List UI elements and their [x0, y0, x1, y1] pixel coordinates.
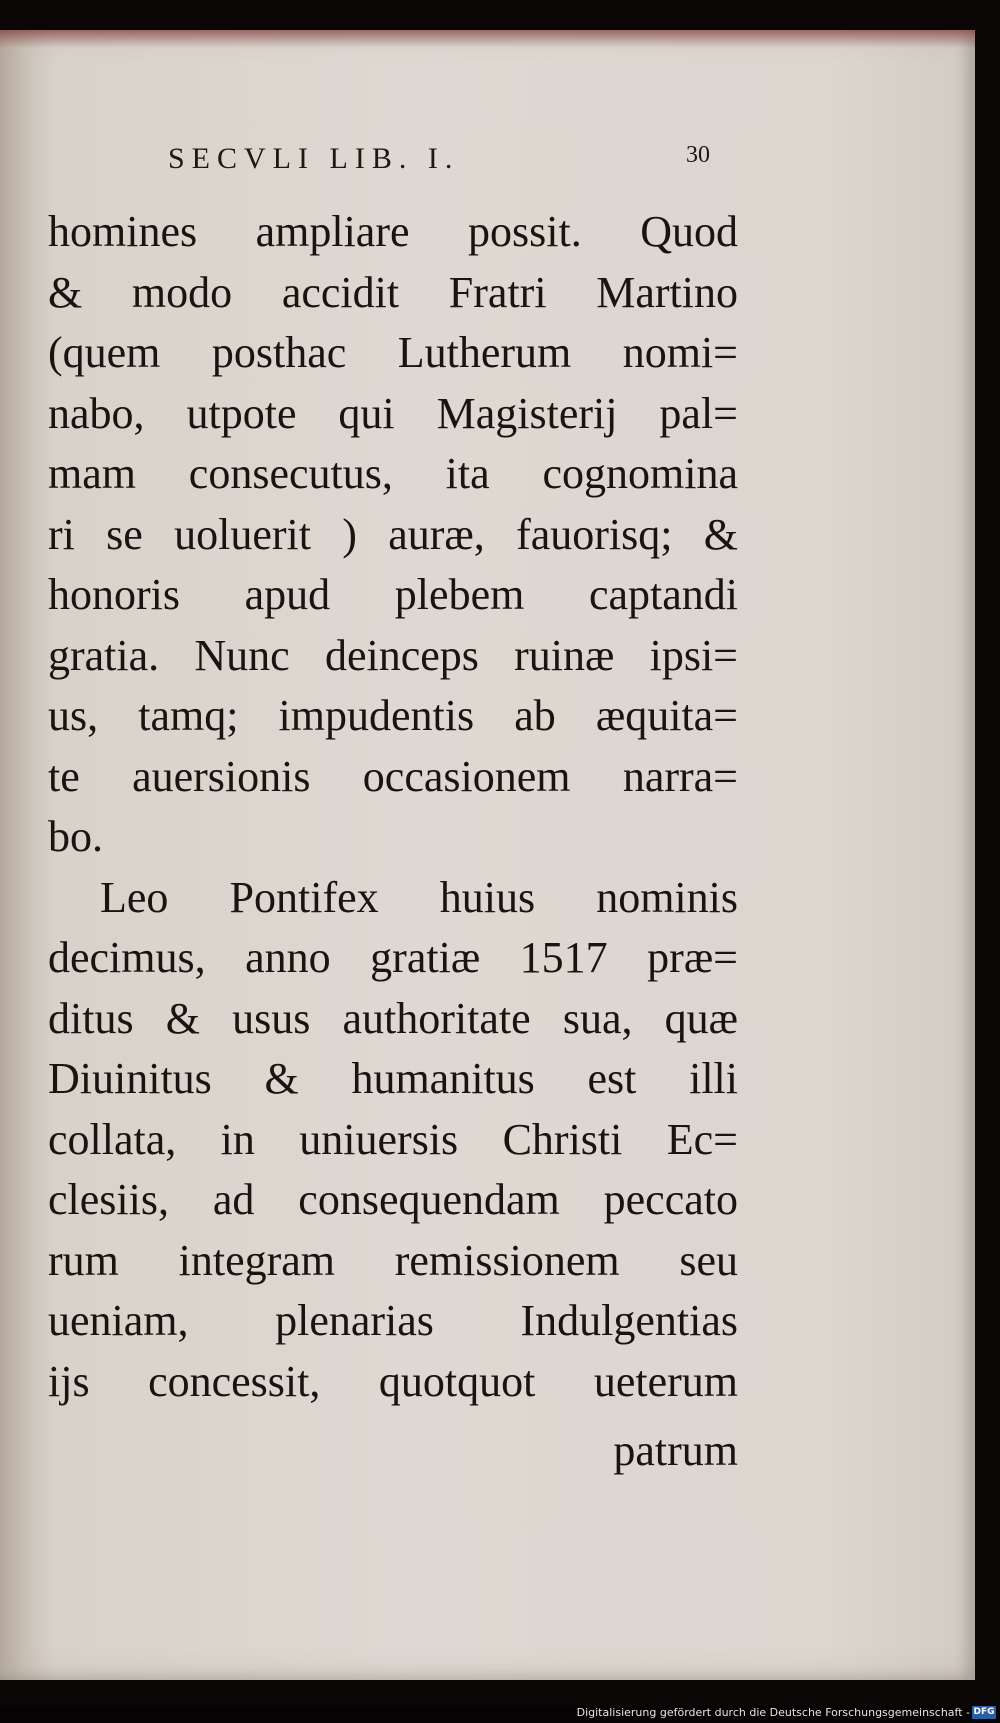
text-line: collata, in uniuersis Christi Ec= [48, 1114, 738, 1164]
text-line: ijs concessit, quotquot ueterum [48, 1356, 738, 1406]
text-block [48, 202, 738, 1412]
funding-credit: Digitalisierung gefördert durch die Deutsche Forschungsgemeinschaft - [576, 1706, 970, 1719]
text-line: & modo accidit Fratri Martino [48, 267, 738, 317]
text-line: nabo, utpote qui Magisterij pal= [48, 388, 738, 438]
text-line: te auersionis occasionem narra= [48, 751, 738, 801]
text-line: honoris apud plebem captandi [48, 570, 738, 619]
text-line: ditus & usus authoritate sua, quæ [48, 993, 738, 1043]
text-line: ueniam, plenarias Indulgentias [48, 1296, 738, 1345]
text-line: rum integram remissionem seu [48, 1235, 738, 1285]
book-page [0, 30, 975, 1680]
catchword: patrum [613, 1426, 738, 1475]
text-line: decimus, anno gratiæ 1517 præ= [48, 933, 738, 982]
text-line: (quem posthac Lutherum nomi= [48, 328, 738, 377]
text-line: us, tamq; impudentis ab æquita= [48, 691, 738, 740]
dfg-logo: DFG [973, 1707, 995, 1717]
text-line: gratia. Nunc deinceps ruinæ ipsi= [48, 630, 738, 680]
running-head: SECVLI LIB. I. [168, 142, 460, 175]
text-line: homines ampliare possit. Quod [48, 207, 738, 256]
text-line: mam consecutus, ita cognomina [48, 449, 738, 498]
text-line: ri se uoluerit ) auræ, fauorisq; & [48, 509, 738, 559]
page-number: 30 [686, 142, 710, 168]
text-line: clesiis, ad consequendam peccato [48, 1175, 738, 1224]
text-line: Leo Pontifex huius nominis [100, 872, 738, 922]
text-line: Diuinitus & humanitus est illi [48, 1054, 738, 1103]
text-line: bo. [48, 812, 103, 861]
